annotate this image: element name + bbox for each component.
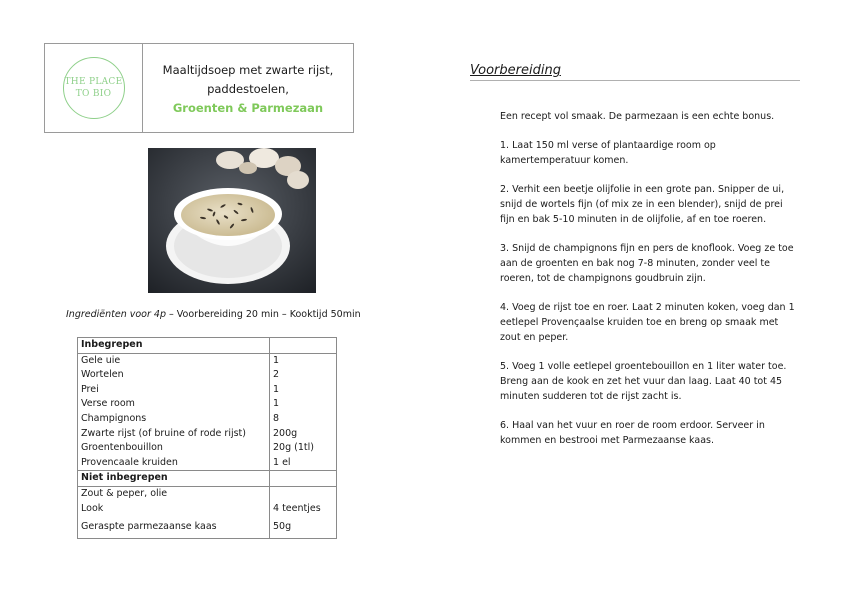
ingredients-table: [77, 337, 337, 539]
preparation-step: 5. Voeg 1 volle eetlepel groentebouillon en 1 liter water toe. Breng aan de kook en zet het vuur dan laag. Laat 40 tot 45 minuten sudderen tot de rijst zacht is.: [500, 361, 787, 402]
recipe-title-line2: paddestoelen,: [207, 81, 289, 96]
ingredients-info: [66, 309, 361, 320]
table-row: [78, 516, 337, 539]
ingredient-name: Zwarte rijst (of bruine of rode rijst): [78, 427, 270, 442]
logo-line2: TO BIO: [75, 89, 112, 99]
mushroom-cap: [287, 171, 309, 189]
table-row: [78, 502, 337, 517]
ingredient-qty: 200g: [270, 427, 337, 442]
time-info: – Voorbereiding 20 min – Kooktijd 50min: [166, 309, 361, 320]
preparation-steps: [500, 138, 800, 448]
table-section-header: [78, 471, 337, 487]
mushroom-cap: [239, 162, 257, 174]
ingredient-qty: 50g: [270, 516, 337, 539]
ingredient-qty: 1: [270, 397, 337, 412]
ingredient-name: Groentenbouillon: [78, 441, 270, 456]
preparation-step: 4. Voeg de rijst toe en roer. Laat 2 minuten koken, voeg dan 1 eetlepel Provençaalse kruiden toe en breng op smaak met zout en peper.: [500, 302, 795, 343]
ingredient-qty: [270, 486, 337, 501]
ingredient-name: Prei: [78, 383, 270, 398]
preparation-step: 3. Snijd de champignons fijn en pers de knoflook. Voeg ze toe aan de groenten en bak nog 7-8 minuten, zonder veel te roeren, tot de champignons goudbruin zijn.: [500, 243, 794, 284]
preparation-intro: Een recept vol smaak. De parmezaan is een echte bonus.: [500, 111, 775, 122]
ingredients-label: Ingrediënten voor 4p: [66, 309, 166, 320]
ingredient-name: Geraspte parmezaanse kaas: [78, 516, 270, 539]
table-row: [78, 368, 337, 383]
table-row: [78, 456, 337, 471]
ingredient-qty: 8: [270, 412, 337, 427]
ingredient-name: Gele uie: [78, 353, 270, 368]
table-row: [78, 353, 337, 368]
table-row: [78, 427, 337, 442]
preparation-heading: Voorbereiding: [470, 63, 800, 81]
section-label: Inbegrepen: [78, 338, 270, 354]
ingredient-qty: 20g (1tl): [270, 441, 337, 456]
recipe-title-cell: [143, 44, 353, 132]
ingredient-qty: 4 teentjes: [270, 502, 337, 517]
preparation-step: 6. Haal van het vuur en roer de room erdoor. Serveer in kommen en bestrooi met Parmezaanse kaas.: [500, 420, 765, 446]
table-row: [78, 486, 337, 501]
preparation-body: [500, 109, 800, 462]
recipe-header: [44, 43, 354, 133]
ingredient-qty: 1: [270, 353, 337, 368]
table-row: [78, 397, 337, 412]
logo-line1: THE PLACE: [64, 77, 123, 87]
ingredient-name: Champignons: [78, 412, 270, 427]
logo: [63, 57, 125, 119]
table-row: [78, 383, 337, 398]
soup-photo: [148, 148, 316, 293]
ingredient-qty: 1: [270, 383, 337, 398]
recipe-subtitle: Groenten & Parmezaan: [172, 100, 324, 115]
ingredient-name: Provencaale kruiden: [78, 456, 270, 471]
table-row: [78, 412, 337, 427]
logo-cell: [45, 44, 143, 132]
section-label: Niet inbegrepen: [78, 471, 270, 487]
preparation-step: 2. Verhit een beetje olijfolie in een grote pan. Snipper de ui, snijd de wortels fijn (of mix ze in een blender), snijd de prei fijn en bak 5-10 minuten in de olijfolie, af en toe roeren.: [500, 184, 785, 225]
ingredient-name: Look: [78, 502, 270, 517]
table-section-header: [78, 338, 337, 354]
ingredient-qty: 1 el: [270, 456, 337, 471]
preparation-step: 1. Laat 150 ml verse of plantaardige room op kamertemperatuur komen.: [500, 140, 716, 166]
ingredient-name: Verse room: [78, 397, 270, 412]
recipe-title-line1: Maaltijdsoep met zwarte rijst,: [162, 62, 334, 77]
table-row: [78, 441, 337, 456]
ingredient-name: Wortelen: [78, 368, 270, 383]
ingredient-qty: 2: [270, 368, 337, 383]
soup: [181, 194, 275, 236]
ingredient-name: Zout & peper, olie: [78, 486, 270, 501]
